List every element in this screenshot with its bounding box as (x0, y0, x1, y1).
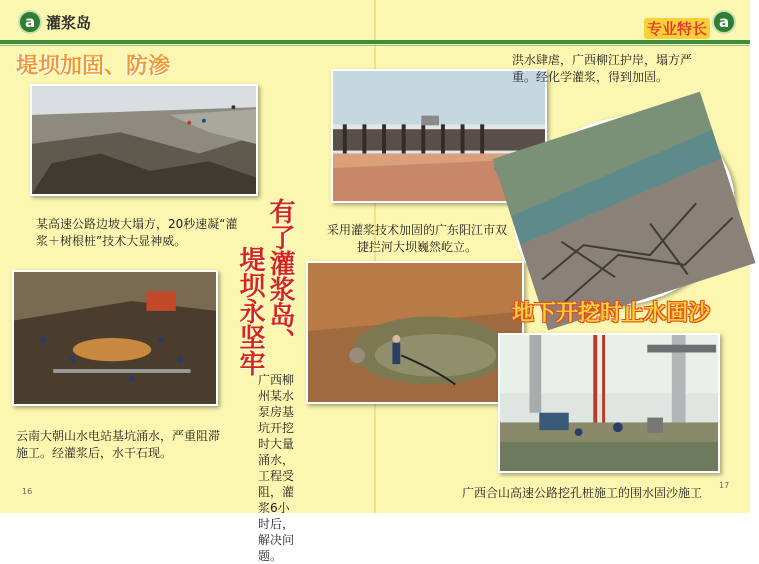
pump-house-caption: 广西柳州某水泵房基坑开挖时大量涌水，工程受阻，灌浆6小时后，解决问题。 (258, 373, 295, 563)
logo-text: 灌浆岛 (46, 13, 92, 32)
yunnan-pit-photo (12, 270, 218, 406)
yangjiang-caption: 采用灌浆技术加固的广东阳江市双捷拦河大坝巍然屹立。 (326, 223, 507, 254)
header-band-thin (0, 45, 750, 46)
underground-banner: 地下开挖时止水固沙 (512, 301, 711, 326)
yunnan-caption: 云南大朝山水电站基坑涌水，严重阻滞施工。经灌浆后，水干石现。 (16, 429, 221, 460)
vertical-title-2: 堤坝永坚牢 (235, 246, 265, 376)
vertical-title-1: 有了灌浆岛、 (265, 198, 295, 354)
hexian-caption: 广西合山高速公路挖孔桩施工的围水固沙施工 (462, 486, 703, 500)
right-logo (712, 10, 736, 34)
liujiang-caption: 洪水肆虐，广西柳江护岸，塌方严重。经化学灌浆，得到加固。 (512, 53, 693, 84)
highway-slope-photo (30, 84, 258, 196)
left-logo (18, 10, 91, 34)
page-number-left: 16 (22, 487, 33, 496)
highway-slope-caption: 某高速公路边坡大塌方，20秒速凝“灌浆＋树根桩”技术大显神威。 (36, 217, 238, 248)
logo-icon: a (712, 10, 736, 34)
section-title: 堤坝加固、防渗 (16, 54, 171, 79)
page-number-right: 17 (719, 481, 730, 490)
logo-icon: a (18, 10, 42, 34)
header-band (0, 40, 750, 44)
specialty-badge: 专业特长 (644, 18, 710, 39)
pump-house-photo (306, 261, 524, 404)
hexian-pile-photo (498, 333, 720, 473)
